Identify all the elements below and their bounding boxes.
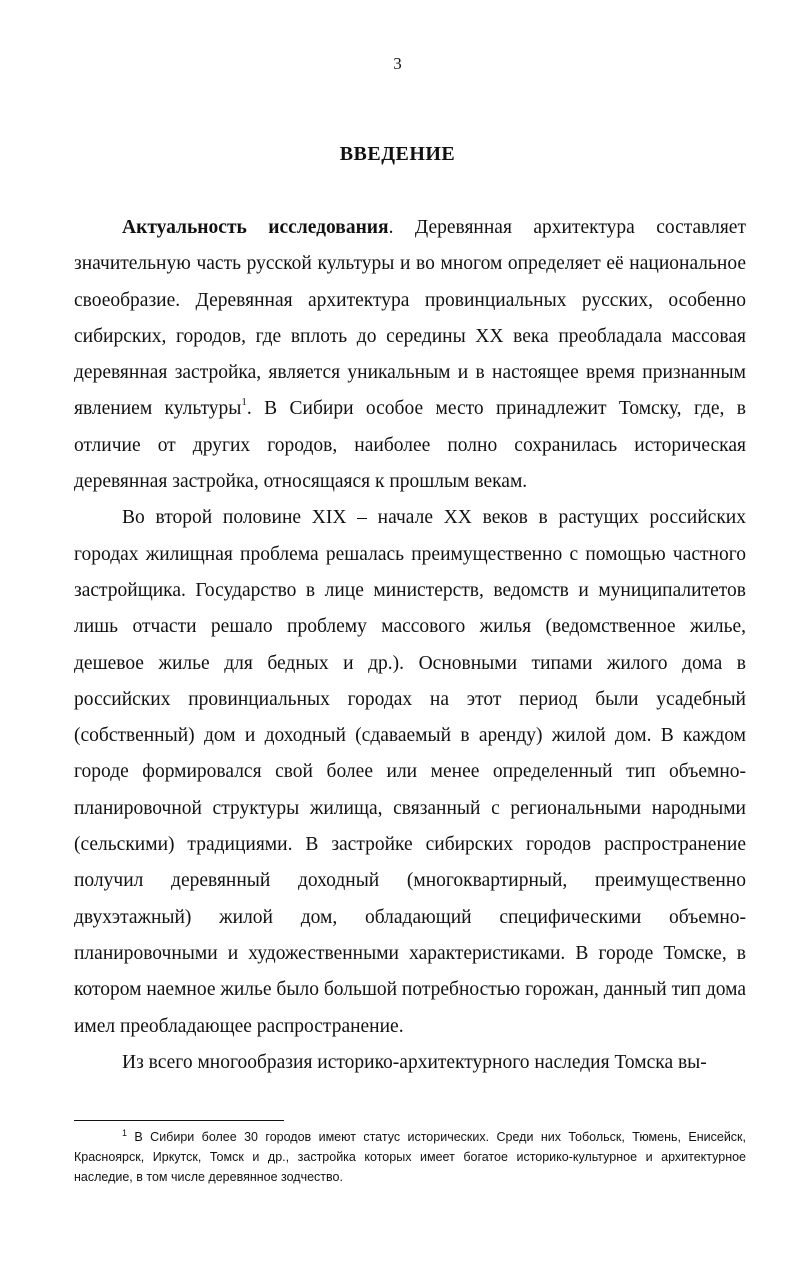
footnote-marker: 1	[122, 1128, 128, 1138]
paragraph-relevance	[74, 210, 746, 500]
lead-phrase: Актуальность исследования	[122, 217, 389, 238]
footnote-reference[interactable]: 1	[241, 396, 247, 409]
footnote-text: В Сибири более 30 городов имеют статус исторических. Среди них Тобольск, Тюмень, Енисейск, Красноярск, Иркутск, Томск и др., застройка которых имеет богатое историко-культурное и архитектурное наследие, в том числе деревянное зодчество.	[74, 1130, 746, 1184]
footnote-separator	[74, 1120, 284, 1121]
section-title: ВВЕДЕНИЕ	[339, 143, 456, 165]
footnote	[74, 1127, 746, 1187]
paragraph-text: . В Сибири особое место принадлежит Томску, где, в отличие от других городов, наиболее полно сохранилась историческая деревянная застройка, относящаяся к прошлым векам.	[74, 398, 747, 493]
page-number: 3	[393, 54, 402, 73]
paragraph-housing: Во второй половине XIX – начале XX веков в растущих российских городах жилищная проблема решалась преимущественно с помощью частного застройщика. Государство в лице министерств, ведомств и муниципалитетов лишь отчасти решало проблему массового жилья (ведомственное жилье, дешевое жилье для бедных и др.). Основными типами жилого дома в российских провинциальных городах на этот период были усадебный (собственный) дом и доходный (сдаваемый в аренду) жилой дом. В каждом городе формировался свой более или менее определенный тип объемно-планировочной структуры жилища, связанный с региональными народными (сельскими) традициями. В застройке сибирских городов распространение получил деревянный доходный (многоквартирный, преимущественно двухэтажный) жилой дом, обладающий специфическими объемно-планировочными и художественными характеристиками. В городе Томске, в котором наемное жилье было большой потребностью горожан, данный тип дома имел преобладающее распространение.	[74, 507, 747, 1037]
paragraph-text: . Деревянная архитектура составляет значительную часть русской культуры и во многом определяет её национальное своеобразие. Деревянная архитектура провинциальных русских, особенно сибирских, городов, где вплоть до середины XX века преобладала массовая деревянная застройка, является уникальным и в настоящее время признанным явлением культуры	[74, 217, 746, 420]
body-text	[74, 210, 746, 1081]
paragraph-heritage: Из всего многообразия историко-архитектурного наследия Томска вы-	[122, 1051, 707, 1073]
